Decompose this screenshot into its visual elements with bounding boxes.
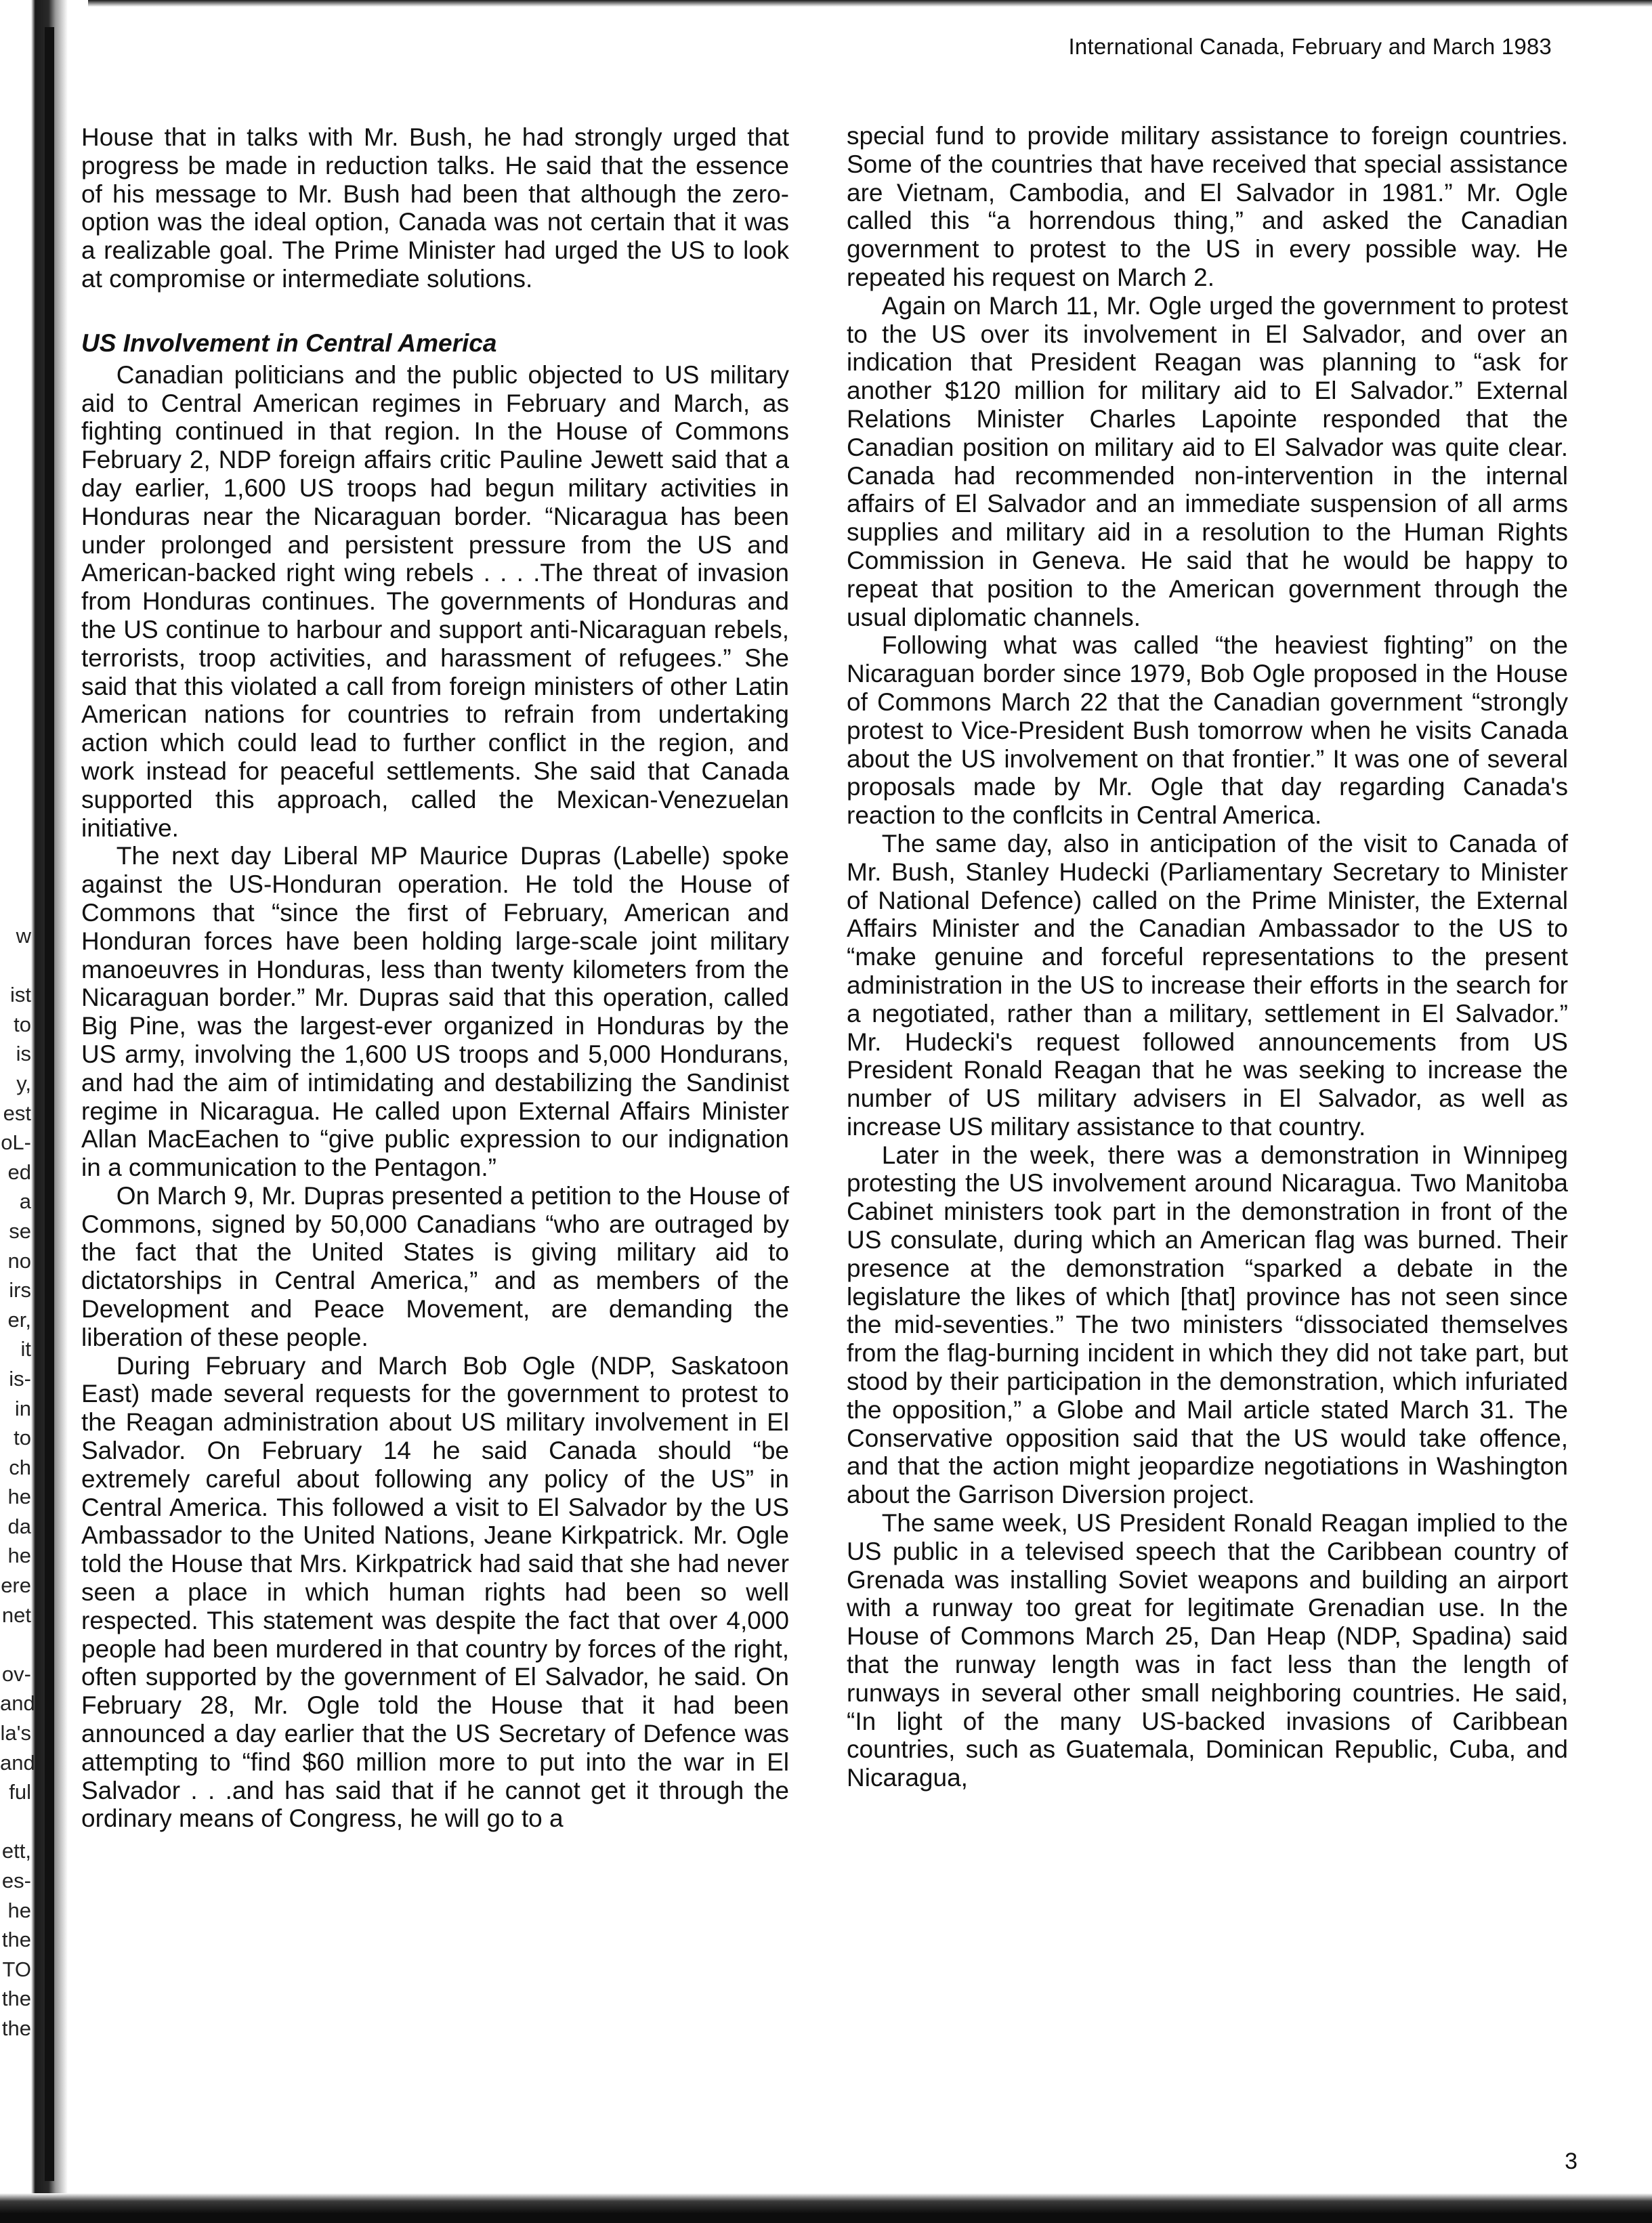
paragraph: Later in the week, there was a demonstration in Winnipeg protesting the US involvement around Nicaragua. Two Manitoba Cabinet ministers took part in the demonstration in front of the US consulate, during which an American flag was burned. Their presence at the demonstration “sparked a debate in the legislature the likes of which [that] province has not seen since the mid-seventies.” The two ministers “dissociated themselves from the flag-burning incident in which they did not take part, but stood by their participation in the demonstration, which infuriated the opposition,” a Globe and Mail article stated March 31. The Conservative opposition said that the US would take offence, and that the action might jeopardize negotiations in Washington about the Garrison Diversion project. (847, 1141, 1568, 1509)
previous-page-fragment: is (16, 1042, 31, 1066)
previous-page-fragment: ere (1, 1573, 31, 1598)
previous-page-fragment: da (7, 1514, 31, 1538)
previous-page-fragment: no (7, 1248, 31, 1273)
previous-page-fragment: in (14, 1396, 31, 1420)
previous-page-fragment: la's (0, 1721, 31, 1745)
previous-page-fragment: to (14, 1426, 31, 1450)
previous-page-fragment (0, 951, 31, 981)
paragraph: On March 9, Mr. Dupras presented a petition to the House of Commons, signed by 50,000 Canadians “who are outraged by the fact that the United States is giving military aid to dictatorships in Central America,” and as members of the Development and Peace Movement, are demanding the liberation of these people. (81, 1181, 789, 1351)
previous-page-fragment: w (16, 924, 31, 948)
scan-bottom-edge (0, 2193, 1652, 2223)
previous-page-fragment: ett, (1, 1839, 31, 1863)
previous-page-fragment: ch (9, 1455, 31, 1479)
section-heading: US Involvement in Central America (81, 329, 497, 357)
previous-page-fragment: ful (9, 1780, 31, 1804)
previous-page-fragment: and (0, 1750, 35, 1775)
previous-page-fragment: the (1, 1928, 31, 1952)
previous-page-fragment: irs (9, 1278, 31, 1303)
previous-page-fragment: y, (16, 1071, 31, 1095)
left-column (81, 123, 789, 1833)
previous-page-fragment: to (14, 1012, 31, 1036)
paragraph: Canadian politicians and the public objected to US military aid to Central American regimes in February and March, as fighting continued in that region. In the House of Commons February 2, NDP foreign affairs critic Pauline Jewett said that a day earlier, 1,600 US troops had begun military activities in Honduras near the Nicaraguan border. “Nicaragua has been under prolonged and persistent pressure from the US and American-backed right wing rebels . . . .The threat of invasion from Honduras continues. The governments of Honduras and the US continue to harbour and support anti-Nicaraguan rebels, terrorists, troop activities, and harassment of refugees.” She said that this violated a call from foreign ministers of other Latin American nations for countries to refrain from undertaking action which could lead to further conflict in the region, and work instead for peaceful settlements. She said that Canada supported this approach, called the Mexican-Venezuelan initiative. (81, 360, 789, 842)
right-column (847, 122, 1568, 1792)
page-number: 3 (1565, 2148, 1577, 2174)
paragraph: During February and March Bob Ogle (NDP, Saskatoon East) made several requests for the government to protest to the Reagan administration about US military involvement in El Salvador. On February 14 he said Canada should “be extremely careful about following any policy of the US” in Central America. This followed a visit to El Salvador by the US Ambassador to the United Nations, Jeane Kirkpatrick. Mr. Ogle told the House that Mrs. Kirkpatrick had said that she had never seen a place in which human rights had been so well respected. This statement was despite the fact that over 4,000 people had been murdered in that country by forces of the right, often supported by the government of El Salvador, he said. On February 28, Mr. Ogle told the House that it had been announced a day earlier that the US Secretary of Defence was attempting to “find $60 million more to put into the war in El Salvador . . .and has said that if he cannot get it through the ordinary means of Congress, he will go to a (81, 1351, 789, 1833)
continuation-paragraph: special fund to provide military assistance to foreign countries. Some of the countries that have received that special assistance are Vietnam, Cambodia, and El Salvador in 1981.” Mr. Ogle called this “a horrendous thing,” and asked the Canadian government to protest to the US in every possible way. He repeated his request on March 2. (847, 122, 1568, 291)
previous-page-fragment (0, 1630, 31, 1659)
previous-page-fragment: ed (7, 1160, 31, 1184)
scan-top-edge (0, 0, 1652, 7)
paragraph: The same day, also in anticipation of the visit to Canada of Mr. Bush, Stanley Hudecki (Parliamentary Secretary to Minister of National Defence) called on the Prime Minister, the External Affairs Minister and the Canadian Ambassador to the US to “make genuine and forceful representations to the present administration in the US to increase their efforts in the search for a negotiated, rather than a military, settlement in El Salvador.” Mr. Hudecki's request followed announcements from US President Ronald Reagan that he was seeking to increase the number of US military advisers in El Salvador, as well as increase US military assistance to that country. (847, 829, 1568, 1141)
previous-page-fragment: ov- (1, 1661, 31, 1686)
binding-spine (45, 27, 54, 2181)
paragraph: Again on March 11, Mr. Ogle urged the government to protest to the US over its involvement in El Salvador, and over an indication that President Reagan was planning to “ask for another $120 million for military aid to El Salvador.” External Relations Minister Charles Lapointe responded that the Canadian position on military aid to El Salvador was quite clear. Canada had recommended non-intervention in the internal affairs of El Salvador and an immediate suspension of all arms supplies and military aid in a resolution to the Human Rights Commission in Geneva. He said that he would be happy to repeat that position to the American government through the usual diplomatic channels. (847, 291, 1568, 631)
previous-page-fragment: oL- (1, 1130, 31, 1155)
previous-page-fragment: a (19, 1189, 31, 1214)
previous-page-fragment: he (7, 1485, 31, 1509)
previous-page-fragment: it (20, 1337, 31, 1361)
running-header: International Canada, February and March 1983 (1068, 34, 1552, 59)
previous-page-fragment: he (7, 1544, 31, 1568)
previous-page-fragment: net (1, 1603, 31, 1627)
previous-page-fragment: is- (9, 1366, 31, 1391)
previous-page-fragment: se (9, 1219, 31, 1243)
paragraph: The same week, US President Ronald Reagan implied to the US public in a televised speech that the Caribbean country of Grenada was installing Soviet weapons and building an airport with a runway too great for legitimate Grenadian use. In the House of Commons March 25, Dan Heap (NDP, Spadina) said that the runway length was in fact less than the length of runways in several other small neighboring countries. He said, “In light of the many US-backed invasions of Caribbean countries, such as Guatemala, Dominican Republic, Cuba, and Nicaragua, (847, 1509, 1568, 1792)
previous-page-fragment: he (7, 1898, 31, 1922)
previous-page-fragment (0, 1807, 31, 1837)
previous-page-fragment: the (1, 2016, 31, 2040)
previous-page-fragment: es- (1, 1869, 31, 1892)
paragraph: Following what was called “the heaviest fighting” on the Nicaraguan border since 1979, Bob Ogle proposed in the House of Commons March 22 that the Canadian government “strongly protest to Vice-President Bush tomorrow when he visits Canada about the US involvement on that frontier.” It was one of several proposals made by Mr. Ogle that day regarding Canada's reaction to the conflcits in Central America. (847, 631, 1568, 830)
opening-paragraph: House that in talks with Mr. Bush, he had strongly urged that progress be made in reduction talks. He said that the essence of his message to Mr. Bush had been that although the zero-option was the ideal option, Canada was not certain that it was a realizable goal. The Prime Minister had urged the US to look at compromise or intermediate solutions. (81, 123, 789, 293)
previous-page-fragment: the (1, 1987, 31, 2011)
previous-page-fragment: est (3, 1101, 31, 1125)
paragraph: The next day Liberal MP Maurice Dupras (Labelle) spoke against the US-Honduran operation. He told the House of Commons that “since the first of February, American and Honduran forces have been holding large-scale joint military manoeuvres in Honduras, less than twenty kilometers from the Nicaraguan border.” Mr. Dupras said that this operation, called Big Pine, was the largest-ever organized in Honduras by the US army, involving the 1,600 US troops and 5,000 Hondurans, and had the aim of intimidating and destabilizing the Sandinist regime in Nicaragua. He called upon External Affairs Minister Allan MacEachen to “give public expression to our indignation in a communication to the Pentagon.” (81, 842, 789, 1182)
previous-page-fragment: ist (10, 983, 31, 1007)
previous-page-fragment: er, (7, 1307, 31, 1332)
previous-page-fragment: TO (2, 1957, 31, 1981)
previous-page-fragment: and (0, 1691, 35, 1716)
previous-page-fragments (0, 921, 35, 2044)
